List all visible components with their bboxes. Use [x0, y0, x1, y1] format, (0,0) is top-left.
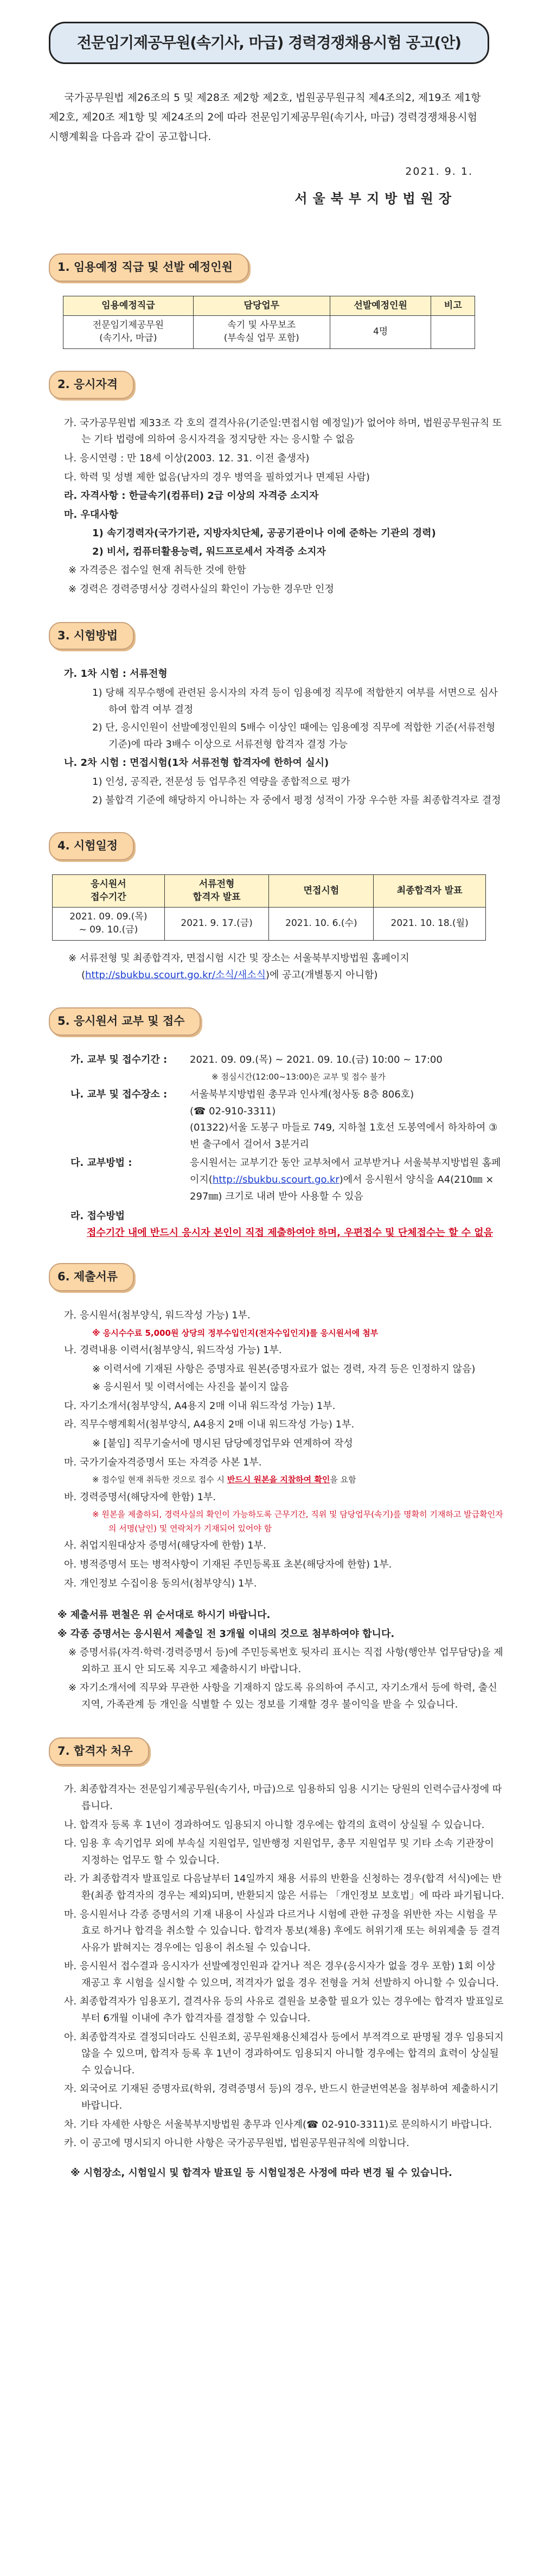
note-text: ※ 이력서에 기재된 사항은 증명자료 원본(증명자료가 없는 경력, 자격 등은 인정하지 않음) — [92, 1363, 476, 1375]
note-text: ※ 경력은 경력증명서상 경력사실의 확인이 가능한 경우만 인정 — [68, 583, 334, 595]
list-item: 1) 속기경력자(국가기관, 지방자치단체, 공공기관이나 이에 준하는 기관의 경력) — [92, 528, 436, 540]
table-cell: 4명 — [330, 316, 431, 349]
note-text: ※ 응시원서 및 이력서에는 사진을 붙이지 않음 — [92, 1381, 289, 1393]
list-item: 라. 접수방법 — [71, 1210, 125, 1222]
table-header: 임용예정직급 — [63, 296, 194, 316]
list-item: 1) 인성, 공직관, 전문성 등 업무추진 역량을 종합적으로 평가 — [92, 776, 350, 788]
list-item: 자. 개인정보 수집이용 동의서(첨부양식) 1부. — [64, 1577, 257, 1589]
list-item: 가. 1차 시험 : 서류전형 — [64, 668, 168, 680]
list-item: 다. 자기소개서(첨부양식, A4용지 2매 이내 워드작성 가능) 1부. — [64, 1400, 336, 1412]
list-item: 다. 임용 후 속기업무 외에 부속실 지원업무, 일반행정 지원업무, 총무 지원업무 및 기타 소속 기관장이 지정하는 업무도 할 수 있습니다. — [64, 1838, 494, 1866]
section-1-heading: 1. 임용예정 직급 및 선발 예정인원 — [49, 253, 249, 282]
apply-method-row: 다. 교부방법 : 응시원서는 교부기간 동안 교부처에서 교부받거나 서울북부지방법원 홈페이지(http://sbukbu.scourt.go.kr)에서 응시원서 양식을 A4(210㎜ × 297㎜) 크기로 내려 받아 사용할 수 있음 — [71, 1157, 501, 1202]
note-text: ※ 증명서류(자격·학력·경력증명서 등)에 주민등록번호 뒷자리 표시는 직접 사항(행안부 업무담당)을 제외하고 표시 안 되도록 지우고 제출하시기 바랍니다. — [68, 1647, 503, 1675]
list-item: 아. 병적증명서 또는 병적사항이 기재된 주민등록표 초본(해당자에 한함) 1부. — [64, 1558, 392, 1570]
table-cell: 2021. 10. 18.(월) — [374, 908, 486, 941]
note-text: ※ [붙임] 직무기술서에 명시된 담당예정업무와 연계하여 작성 — [92, 1438, 353, 1450]
list-item: 나. 합격자 등록 후 1년이 경과하여도 임용되지 아니할 경우에는 합격의 효력이 상실될 수 있습니다. — [64, 1819, 485, 1831]
table-cell: 2021. 10. 6.(수) — [269, 908, 374, 941]
final-note: ※ 시험장소, 시험일시 및 합격자 발표일 등 시험일정은 사정에 따라 변경 될 수 있습니다. — [71, 2167, 452, 2179]
homepage-link[interactable]: http://sbukbu.scourt.go.kr — [212, 1173, 340, 1185]
list-item: 바. 경력증명서(해당자에 한함) 1부. — [64, 1491, 216, 1503]
table-cell: 2021. 9. 17.(금) — [164, 908, 269, 941]
note-text: ※ 자기소개서에 직무와 무관한 사항을 기재하지 않도록 유의하여 주시고, 자기소개서 등에 학력, 출신지역, 가족관계 등 개인을 식별할 수 있는 정보를 기재할 경우 불이익을 받을 수 있습니다. — [68, 1682, 497, 1711]
page-title: 전문임기제공무원(속기사, 마급) 경력경쟁채용시험 공고(안) — [49, 22, 489, 64]
list-item: 가. 최종합격자는 전문임기제공무원(속기사, 마급)으로 임용하되 임용 시기는 당원의 인력수급사정에 따릅니다. — [64, 1784, 502, 1812]
announcement-date: 2021. 9. 1. — [405, 165, 473, 177]
warning-text: 접수기간 내에 반드시 응시자 본인이 직접 제출하여야 하며, 우편접수 및 단체접수는 할 수 없음 — [87, 1227, 494, 1239]
list-item: 라. 가 최종합격자 발표일로 다음날부터 14일까지 채용 서류의 반환을 신청하는 경우(합격 서식)에는 반환(최종 합격자의 경우는 제외)되며, 반환되지 않은 서류는 「개인정보 보호법」에 따라 파기됩니다. — [64, 1873, 504, 1901]
list-item: 나. 2차 시험 : 면접시험(1차 서류전형 합격자에 한하여 실시) — [64, 757, 329, 769]
note-text: ※ 원본을 제출하되, 경력사실의 확인이 가능하도록 근무기간, 직위 및 담당업무(속기)를 명확히 기재하고 발급확인자의 서명(날인) 및 연락처가 기재되어 있어야 함 — [92, 1509, 503, 1533]
list-item: 차. 기타 자세한 사항은 서울북부지방법원 총무과 인사계(☎ 02-910-3311)로 문의하시기 바랍니다. — [64, 2118, 492, 2130]
list-item: 1) 당해 직무수행에 관련된 응시자의 자격 등이 임용예정 직무에 적합한지 여부를 서면으로 심사하여 합격 여부 결정 — [92, 687, 498, 715]
section-2-heading: 2. 응시자격 — [49, 371, 134, 399]
list-item: 마. 응시원서나 각종 증명서의 기재 내용이 사실과 다르거나 시험에 관한 규정을 위반한 자는 시험을 무효로 하거나 합격을 취소할 수 있습니다. 합격자 통보(채용) 후에도 허위기재 또는 허위제출 등 결격사유가 밝혀지는 경우에는 임용이 취소될 수 있습니다. — [64, 1908, 501, 1953]
position-table — [63, 296, 475, 349]
list-item: 다. 학력 및 성별 제한 없음(남자의 경우 병역을 필하였거나 면제된 사람) — [64, 471, 370, 483]
list-item: 가. 국가공무원법 제33조 각 호의 결격사유(기준일:면접시험 예정일)가 없어야 하며, 법원공무원규칙 또는 기타 법령에 의하여 응시자격을 정지당한 자는 응시할 수 없음 — [64, 417, 502, 446]
note-text: ※ 접수일 현재 취득한 것으로 접수 시 반드시 원본을 지참하여 확인을 요함 — [92, 1475, 356, 1485]
section-3-heading: 3. 시험방법 — [49, 622, 134, 650]
section-6-heading: 6. 제출서류 — [49, 1263, 134, 1291]
list-item: 사. 취업지원대상자 증명서(해당자에 한함) 1부. — [64, 1540, 266, 1552]
issuer-name: 서울북부지방법원장 — [294, 191, 457, 207]
table-header: 응시원서 접수기간 — [53, 874, 165, 908]
apply-place-row: 나. 교부 및 접수장소 : 서울북부지방법원 총무과 인사계(청사동 8층 806호) (☎ 02-910-3311) (01322)서울 도봉구 마들로 749, 지하철 1호선 도봉역에서 하차하여 ③번 출구에서 걸어서 3분거리 — [71, 1088, 498, 1150]
list-item: 사. 최종합격자가 임용포기, 결격사유 등의 사유로 결원을 보충할 필요가 있는 경우에는 합격자 발표일로부터 6개월 이내에 추가 합격자를 결정할 수 있습니다. — [64, 1996, 504, 2025]
section-7-heading: 7. 합격자 처우 — [49, 1737, 149, 1766]
list-item: 마. 국가기술자격증명서 또는 자격증 사본 1부. — [64, 1456, 262, 1468]
list-item: 라. 직무수행계획서(첨부양식, A4용지 2매 이내 워드작성 가능) 1부. — [64, 1419, 355, 1431]
table-header: 선발예정인원 — [330, 296, 431, 316]
table-cell: 속기 및 사무보조 (부속실 업무 포함) — [193, 316, 330, 349]
list-item: 2) 불합격 기준에 해당하지 아니하는 자 중에서 평정 성적이 가장 우수한 자를 최종합격자로 결정 — [92, 794, 501, 806]
list-item: 마. 우대사항 — [64, 509, 119, 521]
table-header: 최종합격자 발표 — [374, 874, 486, 908]
list-item: 자. 외국어로 기재된 증명자료(학위, 경력증명서 등)의 경우, 반드시 한글번역본을 첨부하여 제출하시기 바랍니다. — [64, 2083, 499, 2112]
list-item: 2) 단, 응시인원이 선발예정인원의 5배수 이상인 때에는 임용예정 직무에 적합한 기준(서류전형 기준)에 따라 3배수 이상으로 서류전형 합격자 결정 가능 — [92, 722, 496, 750]
note-text: ※ 자격증은 접수일 현재 취득한 것에 한함 — [68, 564, 246, 576]
table-header: 담당업무 — [193, 296, 330, 316]
schedule-note: ※ 서류전형 및 최종합격자, 면접시험 시간 및 장소는 서울북부지방법원 홈페이지(http://sbukbu.scourt.go.kr/소식/새소식)에 공고(개별통지 아니함) — [68, 952, 409, 981]
list-item: 바. 응시원서 접수결과 응시자가 선발예정인원과 같거나 적은 경우(응시자가 없을 경우 포함) 1회 이상 재공고 후 시험을 실시할 수 있으며, 적격자가 없을 경우 전형을 거쳐 선발하지 아니할 수 있습니다. — [64, 1960, 499, 1989]
note-text: ※ 각종 증명서는 응시원서 제출일 전 3개월 이내의 것으로 첨부하여야 합니다. — [57, 1628, 395, 1640]
list-item: 가. 응시원서(첨부양식, 워드작성 가능) 1부. — [64, 1309, 251, 1321]
table-cell: 전문임기제공무원 (속기사, 마급) — [63, 316, 194, 349]
table-header: 비고 — [431, 296, 475, 316]
list-item: 나. 응시연령 : 만 18세 이상(2003. 12. 31. 이전 출생자) — [64, 452, 310, 464]
list-item: 라. 자격사항 : 한글속기(컴퓨터) 2급 이상의 자격증 소지자 — [64, 490, 319, 502]
list-item: 카. 이 공고에 명시되지 아니한 사항은 국가공무원법, 법원공무원규칙에 의합니다. — [64, 2137, 409, 2149]
note-text: ※ 응시수수료 5,000원 상당의 정부수입인지(전자수입인지)를 응시원서에 첨부 — [92, 1328, 379, 1338]
note-text: ※ 제출서류 편철은 위 순서대로 하시기 바랍니다. — [57, 1609, 271, 1621]
intro-text: 국가공무원법 제26조의 5 및 제28조 제2항 제2호, 법원공무원규칙 제4조의2, 제19조 제1항 제2호, 제20조 제1항 및 제24조의 2에 따라 전문임기제공무원(속기사, 마급) 경력경쟁채용시험 시행계획을 다음과 같이 공고합니다. — [49, 91, 481, 143]
section-5-heading: 5. 응시원서 교부 및 접수 — [49, 1007, 201, 1036]
homepage-link[interactable]: http://sbukbu.scourt.go.kr/소식/새소식 — [85, 969, 266, 981]
table-cell: 2021. 09. 09.(목) ~ 09. 10.(금) — [53, 908, 165, 941]
table-header: 면접시험 — [269, 874, 374, 908]
table-cell — [431, 316, 475, 349]
list-item: 아. 최종합격자로 결정되더라도 신원조회, 공무원채용신체검사 등에서 부적격으로 판명될 경우 임용되지 않을 수 있으며, 합격자 등록 후 1년이 경과하여도 임용되지 아니할 경우에는 합격의 효력이 상실될 수 있습니다. — [64, 2031, 504, 2076]
note-text: ※ 점심시간(12:00~13:00)은 교부 및 접수 불가 — [212, 1072, 386, 1082]
section-4-heading: 4. 시험일정 — [49, 832, 134, 860]
schedule-table — [52, 874, 486, 941]
table-header: 서류전형 합격자 발표 — [164, 874, 269, 908]
apply-period-row: 가. 교부 및 접수기간 : 2021. 09. 09.(목) ~ 2021. 09. 10.(금) 10:00 ~ 17:00 — [71, 1054, 443, 1065]
list-item: 2) 비서, 컴퓨터활용능력, 워드프로세서 자격증 소지자 — [92, 545, 326, 557]
list-item: 나. 경력내용 이력서(첨부양식, 워드작성 가능) 1부. — [64, 1344, 282, 1356]
